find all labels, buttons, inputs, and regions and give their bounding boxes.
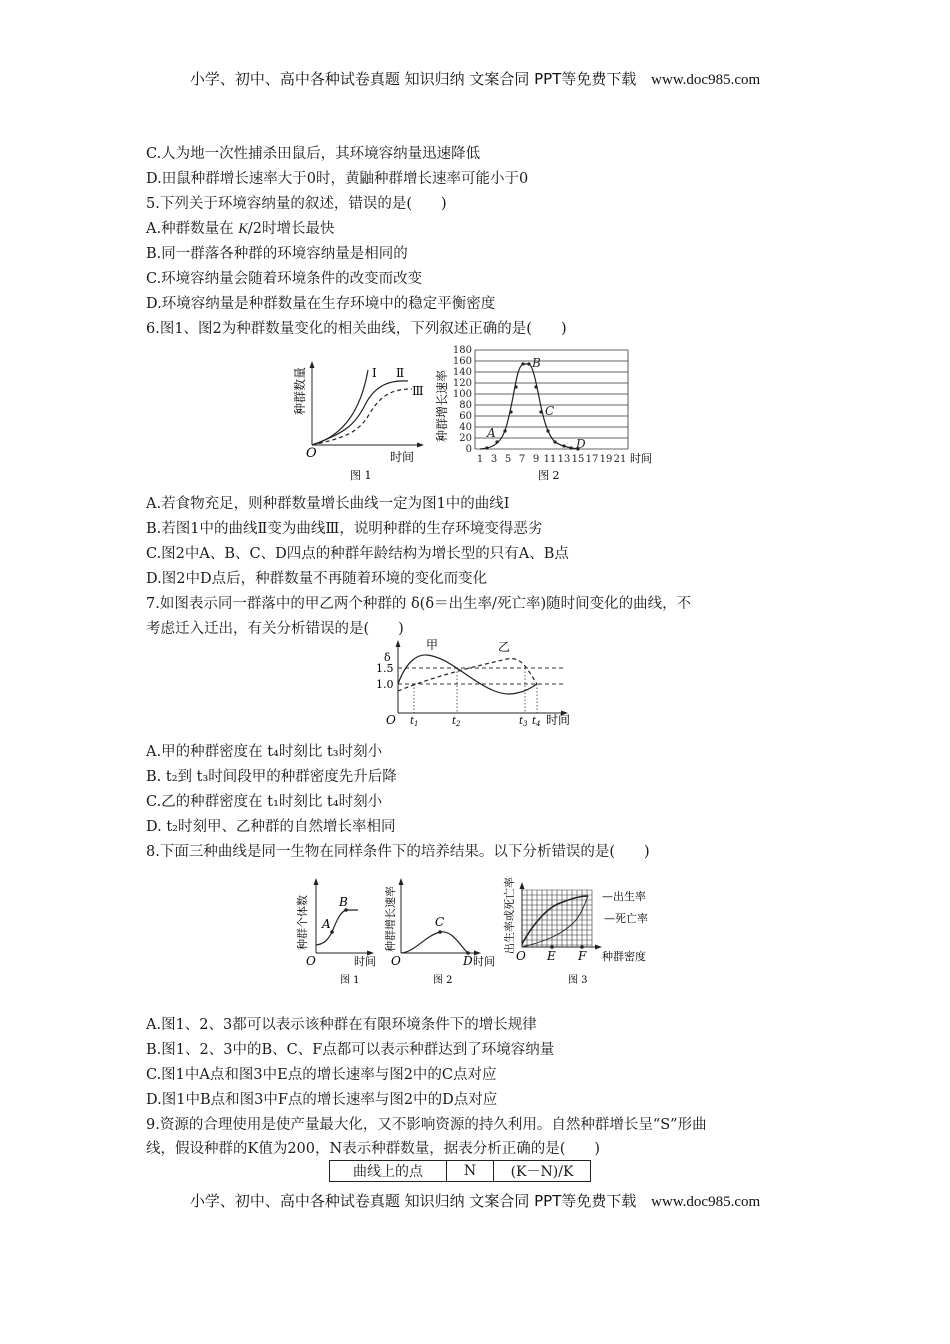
q4-option-c: C.人为地一次性捕杀田鼠后，其环境容纳量迅速降低 (146, 146, 481, 162)
q8-fig2-point-c: C (435, 915, 445, 929)
svg-text:9: 9 (532, 454, 540, 465)
svg-text:160: 160 (452, 356, 472, 367)
banner-text: 小学、初中、高中各种试卷真题 知识归纳 文案合同 PPT等免费下载 (189, 70, 637, 88)
fig2-xlabel: 时间 (630, 452, 652, 465)
q7-origin: O (386, 713, 396, 727)
q6-option-a: A.若食物充足，则种群数量增长曲线一定为图1中的曲线Ⅰ (146, 496, 510, 512)
fig2-caption: 图 2 (538, 469, 560, 482)
q8-stem: 8.下面三种曲线是同一生物在同样条件下的培养结果。以下分析错误的是( ) (146, 844, 650, 860)
q6-figure-2 (430, 342, 660, 487)
svg-text:0: 0 (465, 444, 472, 455)
q6-option-d: D.图2中D点后，种群数量不再随着环境的变化而变化 (146, 571, 488, 587)
fig2-point-c: C (545, 404, 555, 418)
q8-fig2-caption: 图 2 (433, 975, 453, 985)
q8-figure-2 (385, 866, 500, 985)
fig1-origin: O (306, 446, 317, 461)
q7-option-b: B. t₂到 t₃时间段甲的种群密度先升后降 (146, 769, 397, 785)
fig2-point-a: A (487, 426, 496, 440)
q8-fig3-point-e: E (547, 949, 556, 963)
svg-text:19: 19 (599, 454, 613, 465)
svg-text:1: 1 (476, 454, 484, 465)
q9-table (329, 1160, 591, 1182)
curve-label-1: Ⅰ (372, 366, 377, 380)
top-banner (0, 68, 950, 89)
q9-stem-2: 线，假设种群的K值为200，N表示种群数量，据表分析正确的是( ) (146, 1141, 601, 1157)
q7-option-d: D. t₂时刻甲、乙种群的自然增长率相同 (146, 819, 396, 835)
svg-text:180: 180 (452, 345, 472, 356)
q7-ytick-15: 1.5 (376, 662, 394, 675)
q7-option-c: C.乙的种群密度在 t₁时刻比 t₄时刻小 (146, 794, 383, 810)
svg-text:t1: $t_1$ (410, 716, 419, 728)
q8-option-b: B.图1、2、3中的B、C、F点都可以表示种群达到了环境容纳量 (146, 1042, 555, 1058)
fig1-ylabel: 种群数量 (293, 366, 307, 415)
q8-fig3-caption: 图 3 (568, 975, 588, 985)
q5-option-a (146, 219, 335, 239)
svg-text:60: 60 (459, 411, 472, 422)
svg-text:t3: $t_3$ (519, 716, 528, 728)
bottom-banner (0, 1190, 950, 1211)
svg-text:7: 7 (518, 454, 526, 465)
q7-xlabel: 时间 (546, 713, 571, 727)
curve-label-2: Ⅱ (396, 366, 405, 380)
q7-series-jia: 甲 (426, 638, 439, 652)
q8-option-a: A.图1、2、3都可以表示该种群在有限环境条件下的增长规律 (146, 1017, 537, 1033)
svg-text:20: 20 (459, 433, 472, 444)
q7-figure (372, 637, 592, 729)
svg-text:40: 40 (459, 422, 472, 433)
q5-stem: 5.下列关于环境容纳量的叙述，错误的是( ) (146, 196, 447, 212)
q5-a-pre: A.种群数量在 (146, 221, 234, 237)
q8-figure-3 (498, 864, 668, 985)
svg-text:140: 140 (452, 367, 472, 378)
fig2-point-d: D (576, 437, 586, 451)
q8-fig1-point-a: A (322, 917, 331, 931)
q8-fig1-xlabel: 时间 (354, 955, 376, 968)
q8-figure-1 (292, 870, 387, 985)
svg-text:3: 3 (490, 454, 498, 465)
q8-fig3-legend-death: —死亡率 (604, 912, 648, 925)
svg-text:17: 17 (585, 454, 599, 465)
q8-fig2-origin: O (391, 954, 401, 968)
q8-fig3-ylabel: 出生率或死亡率 (503, 877, 516, 954)
svg-text:t2: $t_2$ (452, 716, 461, 728)
svg-text:21: 21 (613, 454, 627, 465)
q7-series-yi: 乙 (498, 640, 511, 654)
svg-text:11: 11 (543, 454, 557, 465)
q7-ytick-10: 1.0 (376, 678, 394, 691)
svg-text:100: 100 (452, 389, 472, 400)
q6-option-b: B.若图1中的曲线Ⅱ变为曲线Ⅲ，说明种群的生存环境变得恶劣 (146, 521, 543, 537)
q6-stem: 6.图1、图2为种群数量变化的相关曲线，下列叙述正确的是( ) (146, 321, 567, 337)
q9-stem-1: 9.资源的合理使用是使产量最大化，又不影响资源的持久利用。自然种群增长呈“S”形曲 (146, 1117, 707, 1133)
q8-fig3-origin: O (516, 949, 526, 963)
svg-text:15: 15 (571, 454, 585, 465)
svg-text:5: 5 (504, 454, 512, 465)
q7-option-a: A.甲的种群密度在 t₄时刻比 t₃时刻小 (146, 744, 383, 760)
svg-text:t4: $t_4$ (532, 716, 541, 728)
q8-fig2-ylabel: 种群增长速率 (385, 886, 397, 952)
q5-option-b: B.同一群落各种群的环境容纳量是相同的 (146, 246, 408, 262)
q7-stem-1: 7.如图表示同一群落中的甲乙两个种群的 δ(δ＝出生率/死亡率)随时间变化的曲线，不 (146, 596, 692, 612)
q7-ylabel: δ (384, 651, 391, 664)
svg-text:13: 13 (557, 454, 571, 465)
q8-fig1-ylabel: 种群个体数 (296, 895, 309, 950)
q8-fig1-origin: O (306, 954, 316, 968)
curve-label-3: Ⅲ (412, 384, 424, 398)
svg-text:80: 80 (459, 400, 472, 411)
table-header-cell: 曲线上的点 (330, 1161, 447, 1182)
q8-fig3-xlabel: 种群密度 (602, 950, 646, 963)
fig2-point-b: B (532, 356, 541, 370)
table-header-row (330, 1161, 591, 1182)
fig1-xlabel: 时间 (390, 450, 415, 464)
fig1-caption: 图 1 (350, 469, 372, 482)
banner-url[interactable]: www.doc985.com (651, 72, 761, 88)
fig2-ylabel: 种群增长速率 (435, 369, 449, 442)
q6-option-c: C.图2中A、B、C、D四点的种群年龄结构为增长型的只有A、B点 (146, 546, 569, 562)
q5-option-d: D.环境容纳量是种群数量在生存环境中的稳定平衡密度 (146, 296, 496, 312)
q6-figure-1 (290, 345, 430, 485)
banner-url[interactable]: www.doc985.com (651, 1194, 761, 1210)
q8-option-d: D.图1中B点和图3中F点的增长速率与图2中的D点对应 (146, 1092, 498, 1108)
q8-fig3-legend-birth: —出生率 (602, 890, 646, 903)
q4-option-d: D.田鼠种群增长速率大于0时，黄鼬种群增长速率可能小于0 (146, 171, 529, 187)
q8-fig3-point-f: F (578, 949, 587, 963)
q8-fig2-xlabel: 时间 (473, 955, 495, 968)
q5-a-k: K (238, 221, 248, 237)
q5-a-post: /2时增长最快 (247, 221, 335, 237)
q8-fig1-caption: 图 1 (340, 975, 360, 985)
q8-fig1-point-b: B (339, 895, 348, 909)
q5-option-c: C.环境容纳量会随着环境条件的改变而改变 (146, 271, 423, 287)
q7-stem-2: 考虑迁入迁出，有关分析错误的是( ) (146, 621, 404, 637)
q8-option-c: C.图1中A点和图3中E点的增长速率与图2中的C点对应 (146, 1067, 497, 1083)
q8-fig2-point-d: D (463, 954, 473, 968)
svg-text:120: 120 (452, 378, 472, 389)
table-header-cell: (K－N)/K (494, 1161, 591, 1182)
table-header-cell: N (447, 1161, 494, 1182)
banner-text: 小学、初中、高中各种试卷真题 知识归纳 文案合同 PPT等免费下载 (189, 1192, 637, 1210)
